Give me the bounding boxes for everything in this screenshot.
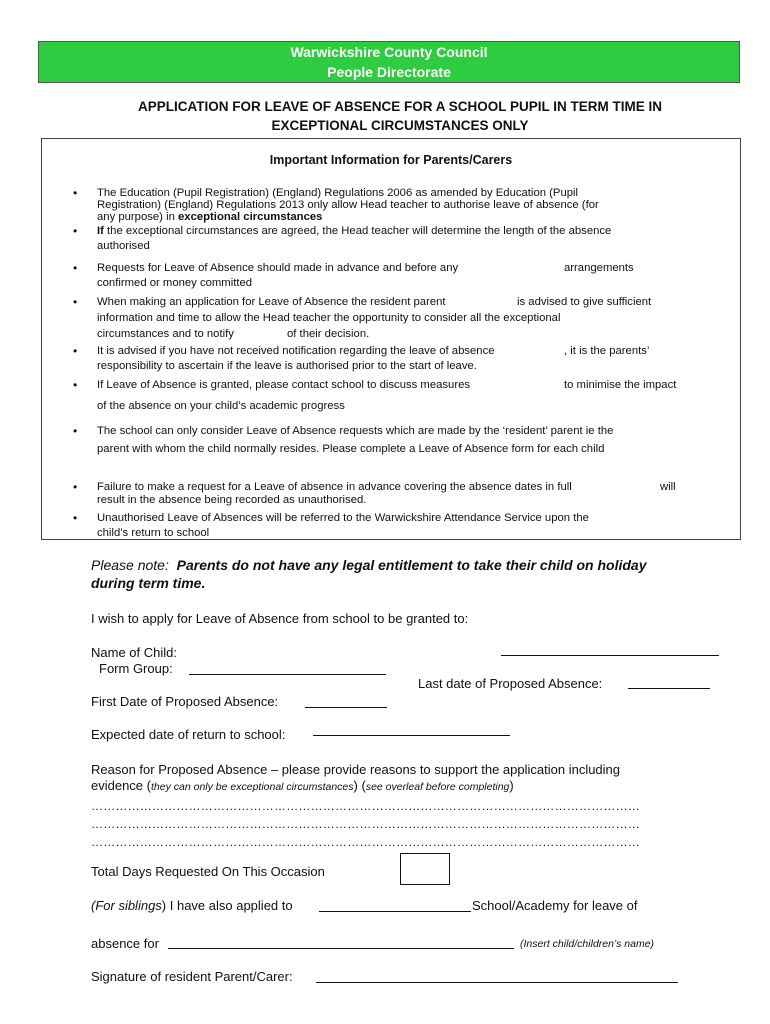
info-line: will	[660, 481, 676, 493]
important-information-box	[41, 138, 741, 540]
council-banner	[38, 41, 740, 83]
absence-for-label: absence for	[91, 936, 159, 951]
form-group-label: Form Group:	[99, 661, 173, 676]
info-line: Requests for Leave of Absence should made in advance and before any	[97, 262, 459, 274]
last-date-field[interactable]	[628, 687, 710, 689]
siblings-label: (For siblings) I have also applied to	[91, 898, 293, 913]
info-line: information and time to allow the Head teacher the opportunity to consider all the exceptional	[97, 312, 561, 324]
reason-label-line-2: evidence (they can only be exceptional circumstances) (see overleaf before completing)	[91, 778, 514, 793]
bullet-marker: •	[73, 295, 78, 309]
info-line: If Leave of Absence is granted, please contact school to discuss measures	[97, 379, 471, 391]
bullet-marker: •	[73, 186, 78, 200]
total-days-input-box[interactable]	[400, 853, 450, 885]
info-line: arrangements	[564, 262, 634, 274]
bullet-marker: •	[73, 378, 78, 392]
form-group-field[interactable]	[189, 673, 386, 675]
info-line: Failure to make a request for a Leave of absence in advance covering the absence dates in full	[97, 481, 572, 493]
directorate-name: People Directorate	[327, 64, 451, 80]
info-line: is advised to give sufficient	[517, 296, 652, 308]
signature-field[interactable]	[316, 981, 678, 983]
bullet-marker: •	[73, 480, 78, 494]
info-line: When making an application for Leave of Absence the resident parent	[97, 296, 446, 308]
info-line: responsibility to ascertain if the leave is authorised prior to the start of leave.	[97, 360, 477, 372]
info-line: result in the absence being recorded as unauthorised.	[97, 494, 367, 506]
form-title-line-1: APPLICATION FOR LEAVE OF ABSENCE FOR A SCHOOL PUPIL IN TERM TIME IN	[137, 99, 663, 114]
bullet-marker: •	[73, 424, 78, 438]
info-heading: Important Information for Parents/Carers	[269, 153, 513, 167]
siblings-tail-label: School/Academy for leave of	[472, 898, 638, 913]
child-name-label: Name of Child:	[91, 645, 177, 660]
last-date-label: Last date of Proposed Absence:	[418, 676, 603, 691]
info-line: Registration) (England) Regulations 2013 only allow Head teacher to authorise leave of absence (for	[97, 199, 599, 211]
info-line: confirmed or money committed	[97, 277, 253, 289]
info-line: The school can only consider Leave of Absence requests which are made by the ‘resident’ parent ie the	[97, 425, 614, 437]
council-name: Warwickshire County Council	[290, 44, 488, 60]
apply-intro: I wish to apply for Leave of Absence from school to be granted to:	[91, 611, 469, 626]
info-line: child’s return to school	[97, 527, 210, 539]
bullet-marker: •	[73, 344, 78, 358]
holiday-note-line-2: during term time.	[91, 575, 206, 591]
sibling-school-field[interactable]	[319, 910, 471, 912]
reason-field-line[interactable]: ………………………………………………………………………………………………………………………	[91, 817, 640, 831]
info-line: Unauthorised Leave of Absences will be referred to the Warwickshire Attendance Service upon the	[97, 512, 589, 524]
bullet-marker: •	[73, 261, 78, 275]
info-line: authorised	[97, 240, 150, 252]
insert-names-hint: (Insert child/children’s name)	[520, 938, 655, 950]
form-title-line-2: EXCEPTIONAL CIRCUMSTANCES ONLY	[271, 118, 529, 133]
reason-field-line[interactable]: ………………………………………………………………………………………………………………………	[91, 799, 640, 813]
reason-label-line-1: Reason for Proposed Absence – please provide reasons to support the application including	[91, 762, 621, 777]
info-line: If the exceptional circumstances are agreed, the Head teacher will determine the length of the absence	[97, 225, 612, 237]
bullet-marker: •	[73, 511, 78, 525]
child-name-field[interactable]	[501, 654, 719, 656]
info-line: circumstances and to notify	[97, 328, 234, 340]
info-line: It is advised if you have not received notification regarding the leave of absence	[97, 345, 495, 357]
info-line: , it is the parents’	[564, 345, 650, 357]
signature-label: Signature of resident Parent/Carer:	[91, 969, 293, 984]
bullet-marker: •	[73, 224, 78, 238]
first-date-label: First Date of Proposed Absence:	[91, 694, 279, 709]
info-line: parent with whom the child normally resides. Please complete a Leave of Absence form for each child	[97, 443, 605, 455]
info-line: any purpose) in exceptional circumstances	[97, 211, 323, 223]
info-line: The Education (Pupil Registration) (England) Regulations 2006 as amended by Education (Pupil	[97, 187, 579, 199]
holiday-note-line-1: Please note: Parents do not have any legal entitlement to take their child on holiday	[91, 557, 647, 573]
first-date-field[interactable]	[305, 706, 387, 708]
info-line: of their decision.	[287, 328, 370, 340]
absence-for-field[interactable]	[168, 947, 514, 949]
return-date-label: Expected date of return to school:	[91, 727, 286, 742]
reason-field-line[interactable]: ………………………………………………………………………………………………………………………	[91, 835, 640, 849]
total-days-label: Total Days Requested On This Occasion	[91, 864, 325, 879]
return-date-field[interactable]	[313, 734, 510, 736]
info-line: of the absence on your child’s academic progress	[97, 400, 345, 412]
info-line: to minimise the impact	[564, 379, 677, 391]
